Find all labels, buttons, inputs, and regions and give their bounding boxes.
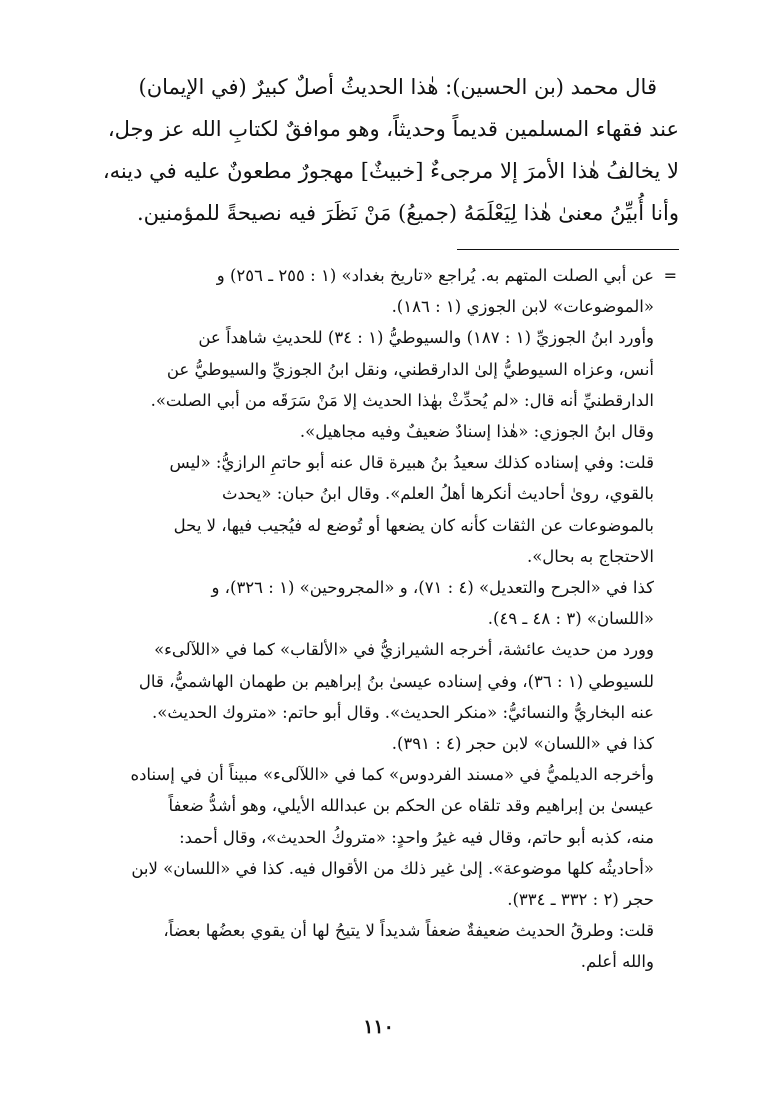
footnote-line: قلت: وطرقُ الحديث ضعيفةٌ ضعفاً شديداً لا يتيحُ لها أن يقوي بعضُها بعضاً، <box>163 921 654 941</box>
main-text-line: قال محمد (بن الحسين): هٰذا الحديثُ أصلٌ كبيرٌ (في الإيمان) <box>138 75 657 99</box>
footnote-line: منه، كذبه أبو حاتم، وقال فيه غيرُ واحدٍ: «متروكُ الحديث»، وقال أحمد: <box>179 827 654 847</box>
footnote-line: عن أبي الصلت المتهم به. يُراجع «تاريخ بغداد» (١ : ٢٥٥ ـ ٢٥٦) و <box>216 266 654 285</box>
footnote-line: والله أعلم. <box>580 952 654 972</box>
footnote-line: وورد من حديث عائشة، أخرجه الشيرازيُّ في «الألقاب» كما في «اللآلىء» <box>154 640 654 660</box>
footnote-line: كذا في «اللسان» لابن حجر (٤ : ٣٩١). <box>391 734 654 754</box>
footnote-line: للسيوطي (١ : ٣٦)، وفي إسناده عيسىٰ بنُ إبراهيم بن طهمان الهاشميُّ، قال <box>138 671 654 691</box>
footnote-line: حجر (٢ : ٣٣٢ ـ ٣٣٤). <box>507 890 654 910</box>
footnote-line: «أحاديثُه كلها موضوعة». إلىٰ غير ذلك من الأقوال فيه. كذا في «اللسان» لابن <box>131 858 654 878</box>
footnotes <box>71 260 654 978</box>
footnote-continuation-mark: = <box>663 266 677 285</box>
footnote-separator <box>457 249 679 250</box>
main-text-line: لا يخالفُ هٰذا الأمرَ إلا مرجىءٌ [خبيثٌ] مهجورٌ مطعونٌ عليه في دينه، <box>102 159 679 183</box>
footnote-line: بالموضوعات عن الثقات كأنه كان يضعها أو تُوضع له فيُجيب فيها، لا يحل <box>173 515 654 535</box>
footnote-line: «اللسان» (٣ : ٤٨ ـ ٤٩). <box>487 609 654 629</box>
footnote-line: الاحتجاج به بحال». <box>526 546 654 566</box>
footnote-line: وأخرجه الديلميُّ في «مسند الفردوس» كما في «اللآلىء» مبيناً أن في إسناده <box>130 765 654 785</box>
footnote-line: وأورد ابنُ الجوزيِّ (١ : ١٨٧) والسيوطيُّ (١ : ٣٤) للحديثِ شاهداً عن <box>198 328 654 348</box>
footnote-line: بالقوي، روىٰ أحاديث أنكرها أهلُ العلم». وقال ابنُ حبان: «يحدث <box>221 484 654 504</box>
footnote-line: أنس، وعزاه السيوطيُّ إلىٰ الدارقطني، ونقل ابنُ الجوزيِّ والسيوطيُّ عن <box>166 359 654 379</box>
footnote-line: الدارقطنيِّ أنه قال: «لم يُحدِّثْ بهٰذا الحديث إلا مَنْ سَرَقَه من أبي الصلت». <box>150 390 654 410</box>
footnote-line: عيسىٰ بن إبراهيم وقد تلقاه عن الحكم بن عبدالله الأيلي، وهو أشدُّ ضعفاً <box>168 796 654 816</box>
footnote-line: «الموضوعات» لابن الجوزي (١ : ١٨٦). <box>391 297 654 317</box>
page-number: ١١٠ <box>363 1016 394 1038</box>
footnote-line: عنه البخاريُّ والنسائيُّ: «منكر الحديث». وقال أبو حاتم: «متروك الحديث». <box>152 702 654 722</box>
footnote-line: وقال ابنُ الجوزي: «هٰذا إسنادٌ ضعيفٌ وفيه مجاهيل». <box>299 422 654 442</box>
footnote-line: كذا في «الجرح والتعديل» (٤ : ٧١)، و «المجروحين» (١ : ٣٢٦)، و <box>211 578 654 598</box>
footnote-line: قلت: وفي إسناده كذلك سعيدُ بنُ هبيرة قال عنه أبو حاتمِ الرازيُّ: «ليس <box>169 453 654 473</box>
main-text-line: عند فقهاء المسلمين قديماً وحديثاً، وهو موافقٌ لكتابِ الله عز وجل، <box>107 117 679 141</box>
main-text-line: وأنا أُبيِّنُ معنىٰ هٰذا لِيَعْلَمَهُ (جميعُ) مَنْ نَظَرَ فيه نصيحةً للمؤمنين. <box>136 201 679 225</box>
main-text <box>73 66 679 234</box>
